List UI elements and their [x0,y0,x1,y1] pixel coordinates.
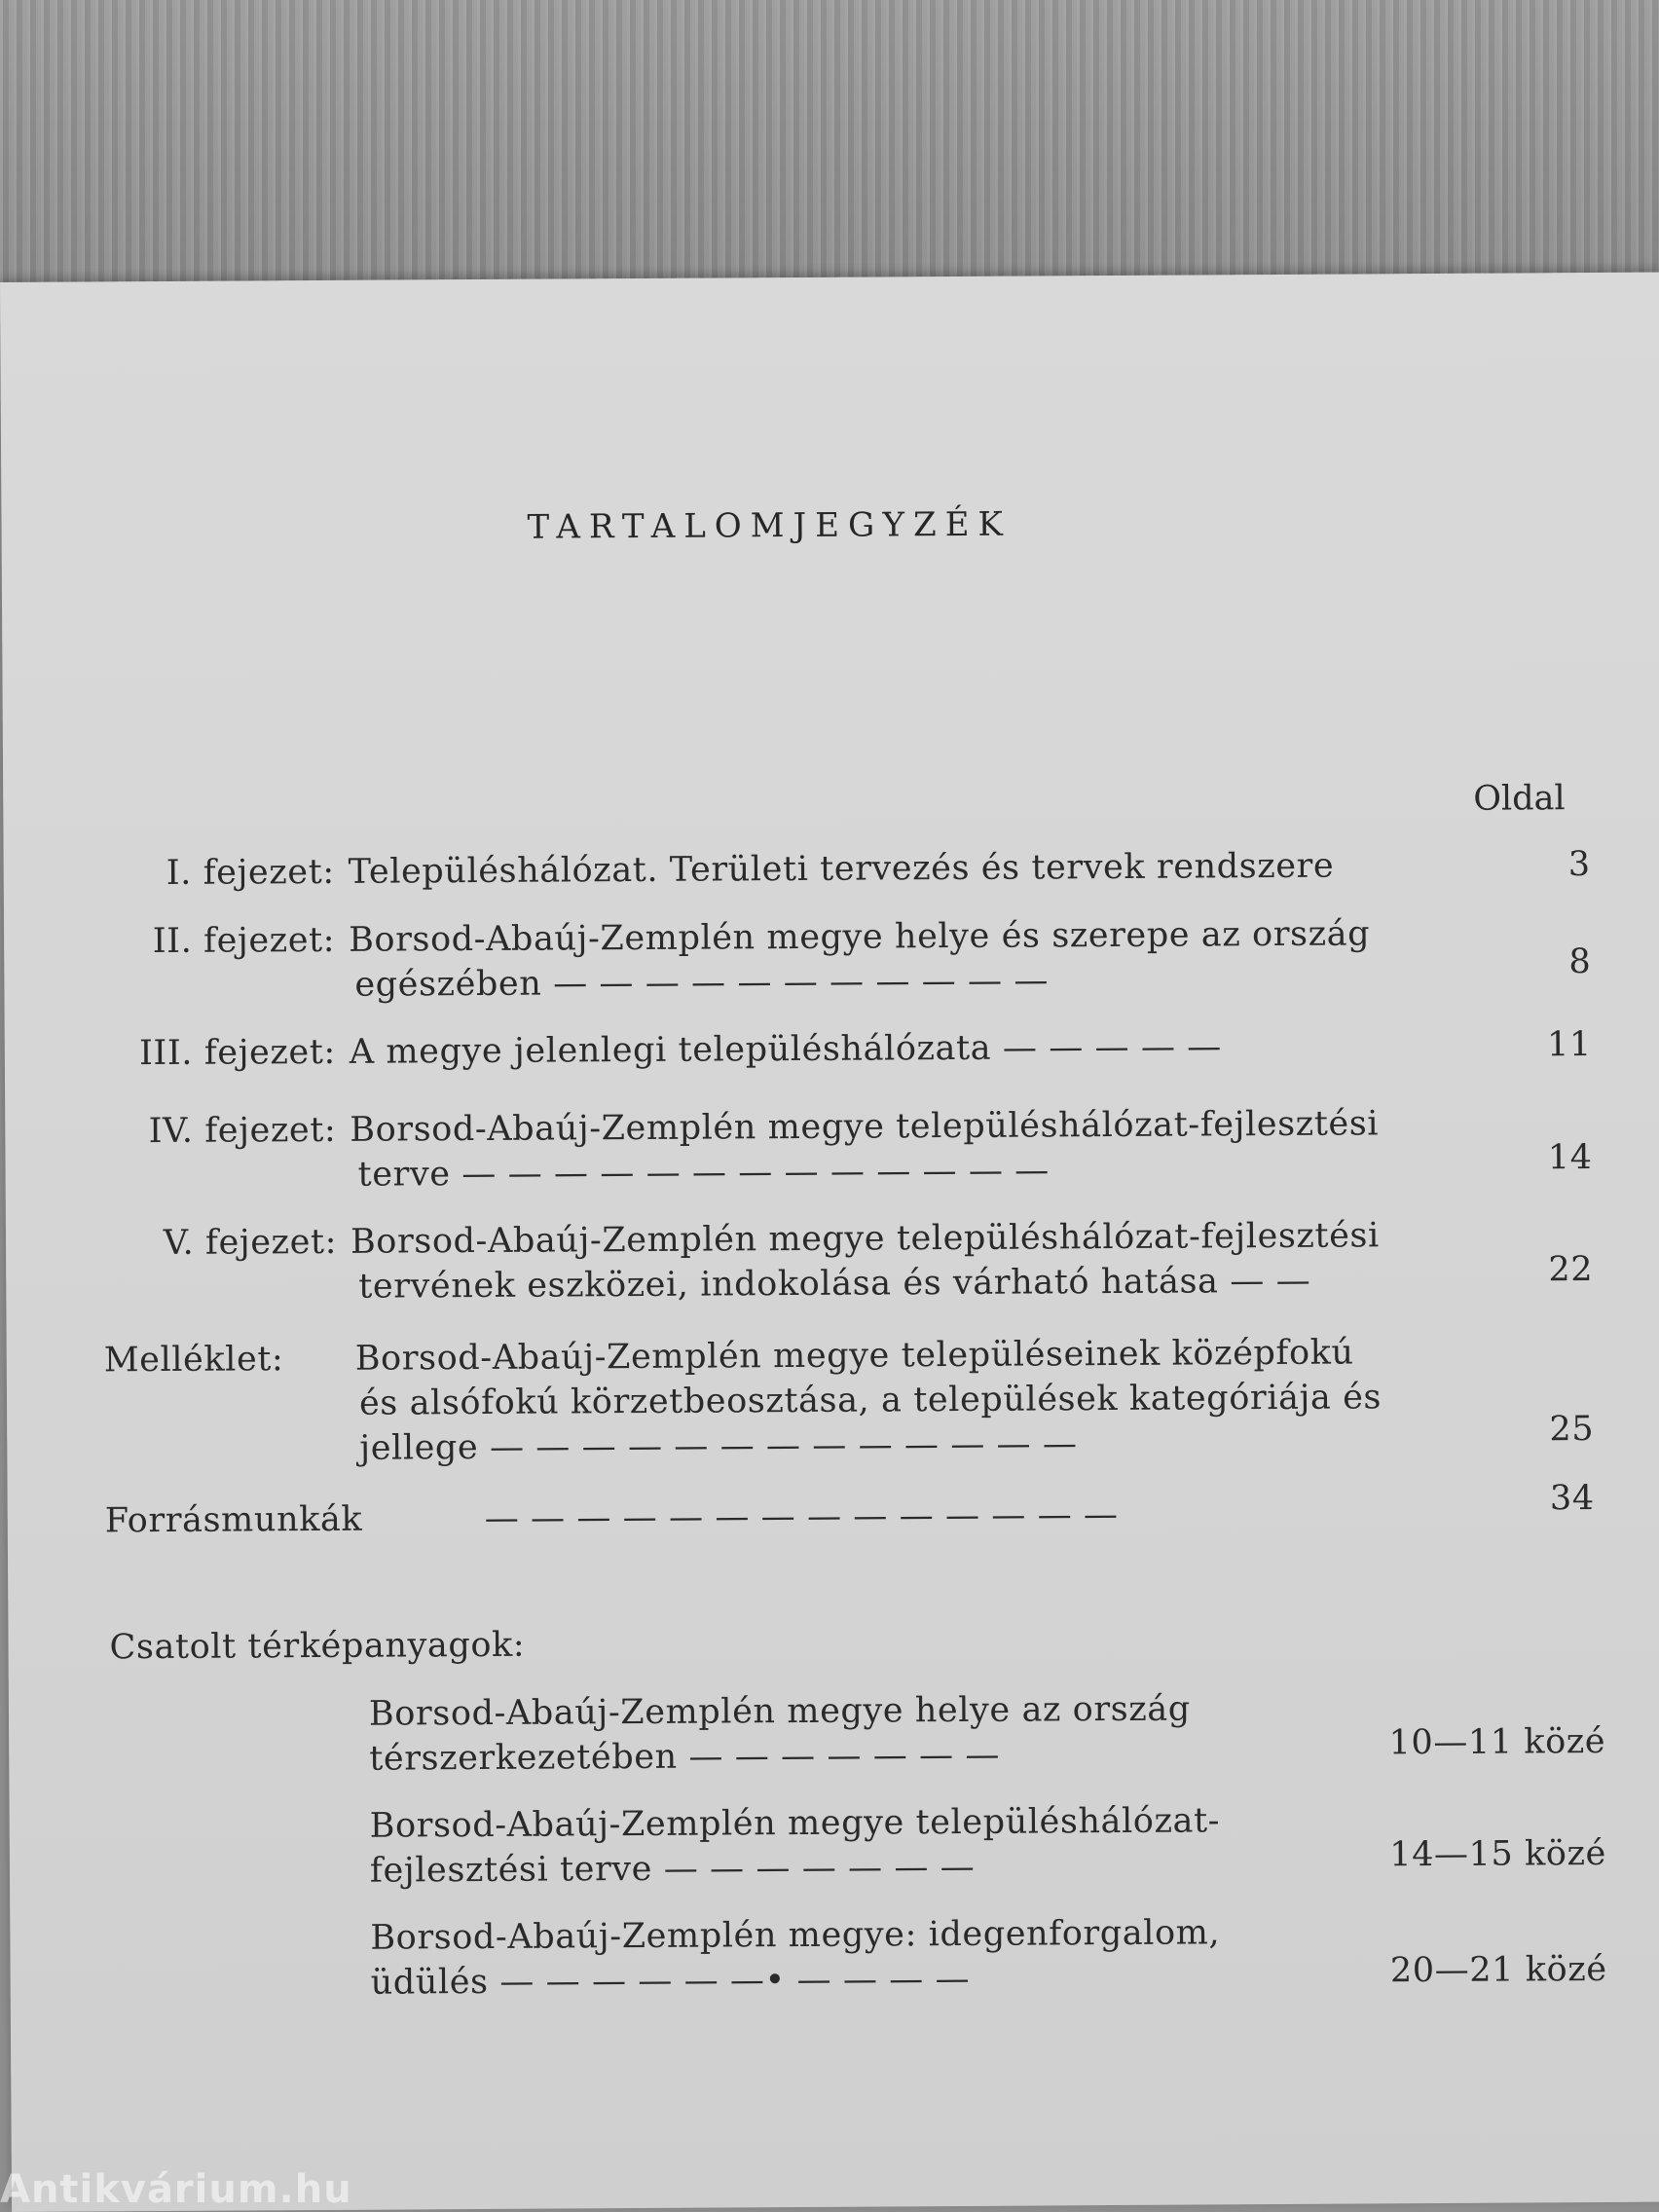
toc-entry-page: 34 [1549,1479,1595,1519]
map-entry-text: Borsod-Abaúj-Zemplén megye helye az ország [368,1689,1191,1734]
page-column-header: Oldal [1473,779,1566,819]
map-entry-page: 20—21 közé [1389,1949,1607,1991]
toc-entry-text: tervének eszközei, indokolása és várható hatása — — [358,1261,1311,1307]
map-entry-text: térszerkezetében — — — — — — — [369,1735,1001,1779]
toc-entry-label: IV. fejezet: [148,1110,337,1152]
map-entry-text: Borsod-Abaúj-Zemplén megye településhálózat- [369,1801,1221,1846]
toc-entry-text: és alsófokú körzetbeosztása, a települések kategóriája és [358,1378,1382,1423]
toc-entry-text: A megye jelenlegi településhálózata — — — — — [349,1027,1222,1072]
toc-entry-text: Borsod-Abaúj-Zemplén megye településhálózat-fejlesztési [350,1104,1380,1150]
toc-entry-page: 8 [1568,942,1592,982]
map-entry-text: üdülés — — — — — —• — — — — [370,1959,971,2003]
watermark: Antikvárium.hu [0,2167,352,2212]
toc-entry-label: III. fejezet: [138,1032,336,1074]
toc-entry-text: Borsod-Abaúj-Zemplén megye helye és szerepe az ország [349,914,1371,960]
background-surface [0,0,1659,302]
toc-entry-page: 3 [1567,845,1591,885]
toc-entry-text: egészében — — — — — — — — — — — [354,961,1050,1005]
toc-entry-page: 11 [1546,1025,1592,1065]
book-page [0,273,1659,2212]
toc-entry-text: — — — — — — — — — — — — — — [484,1495,1119,1538]
map-entry-text: fejlesztési terve — — — — — — — [369,1847,976,1891]
toc-entry-text: jellege — — — — — — — — — — — — — [359,1424,1078,1468]
map-entry-text: Borsod-Abaúj-Zemplén megye: idegenforgalom, [370,1913,1221,1958]
page-title: TARTALOMJEGYZÉK [527,504,1012,547]
map-entry-page: 14—15 közé [1389,1833,1607,1875]
map-entry-page: 10—11 közé [1388,1721,1606,1763]
toc-entry-page: 22 [1548,1250,1594,1290]
toc-entry-text: Településhálózat. Területi tervezés és tervek rendszere [348,846,1335,892]
toc-entry-label: Melléklet: [103,1340,284,1381]
toc-entry-text: Borsod-Abaúj-Zemplén megye településhálózat-fejlesztési [350,1216,1380,1262]
toc-entry-label: I. fejezet: [166,852,335,893]
toc-entry-label: Forrásmunkák [104,1499,363,1541]
maps-heading: Csatolt térképanyagok: [109,1625,526,1668]
toc-entry-text: Borsod-Abaúj-Zemplén megye településeinek középfokú [354,1333,1354,1379]
toc-entry-label: V. fejezet: [163,1222,338,1263]
toc-entry-page: 14 [1547,1138,1593,1178]
toc-entry-page: 25 [1549,1410,1595,1450]
toc-entry-text: terve — — — — — — — — — — — — — [357,1151,1050,1195]
toc-entry-label: II. fejezet: [152,920,336,962]
